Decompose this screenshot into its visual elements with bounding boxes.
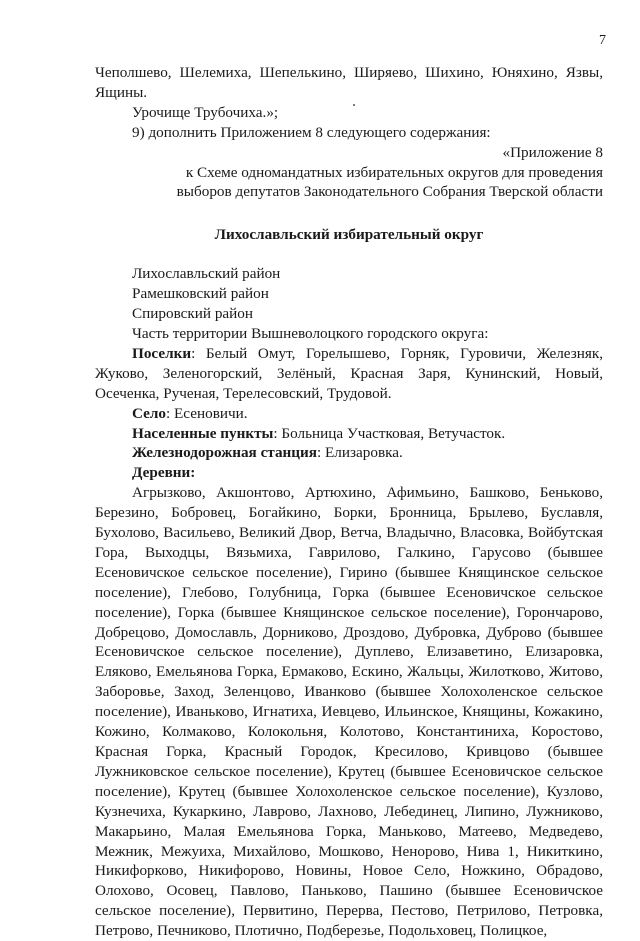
page-number: 7 <box>599 33 606 48</box>
railway-station-text: : Елизаровка. <box>317 444 403 462</box>
village-text: : Есеновичи. <box>166 404 248 422</box>
hamlets-list: Агрызково, Акшонтово, Артюхино, Афимьино, Башково, Беньково, Березино, Бобровец, Богайкино, Борки, Бронница, Брылево, Буславля, Бухолово, Васильево, Великий Двор, Ветча, Владычно, Власовка, Войбутская Гора, Выходцы, Вязьмиха, Гаврилово, Галкино, Гарусово (бывшее Есеновичское сельское поселение), Гирино (бывшее Княщинское сельское поселение), Глебово, Голубница, Горка (бывшее Есеновичское сельское поселение), Горка (бывшее Княщинское сельское поселение), Горончарово, Добрецово, Домославль, Дорниково, Дроздово, Дубровка, Дуброво (бывшее Есеновичское сельское поселение), Дуплево, Елизаветино, Елизаровка, Еляково, Емельянова Горка, Ермаково, Ескино, Жальцы, Жилотково, Житово, Заборовье, Заход, Зеленцово, Иванково (бывшее Холохоленское сельское поселение), Иваньково, Игнатиха, Иевцево, Ильинское, Княщины, Кожакино, Кожино, Колмаково, Колокольня, Колотово, Константиниха, Коростово, Красная Горка, Красный Городок, Кресилово, Кривцово (бывшее Лужниковское сельское поселение), Крутец (бывшее Есеновичское сельское поселение), Крутец (бывшее Холохоленское сельское поселение), Кузлово, Кузнечиха, Кукаркино, Лаврово, Лахново, Лебединец, Липино, Лужниково, Макарьино, Малая Емельянова Горка, Маньково, Матеево, Медведево, Межник, Межуиха, Михайлово, Мошково, Ненорово, Нива 1, Никиткино, Никифорково, Никифорово, Новины, Новое Село, Ножкино, Обрадово, Олохово, Осовец, Павлово, Паньково, Пашино (бывшее Есеновичское сельское поселение), Первитино, Перерва, Пестово, Петрилово, Петровка, Петрово, Печниково, Плотично, Подберезье, Подольховец, Полицкое, <box>95 484 603 940</box>
appendix-subtitle-line2: выборов депутатов Законодательного Собрания Тверской области <box>176 183 603 201</box>
district-item-2: Рамешковский район <box>132 285 269 303</box>
railway-station-paragraph <box>95 443 603 463</box>
localities-label: Населенные пункты <box>132 424 274 442</box>
localities-paragraph <box>95 424 603 444</box>
district-item-1: Лихославльский район <box>132 265 281 283</box>
document-body <box>95 63 603 941</box>
intro-continuation: Чеполшево, Шелемиха, Шепелькино, Ширяево, Шихино, Юняхино, Язвы, Ящины. <box>95 64 603 101</box>
district-heading: Лихославльский избирательный округ <box>214 226 484 244</box>
village-paragraph <box>95 404 603 424</box>
appendix-subtitle-line1: к Схеме одномандатных избирательных округов для проведения <box>185 163 603 181</box>
district-item-3: Спировский район <box>132 305 254 323</box>
settlements-label: Поселки <box>132 344 192 362</box>
settlements-text: : Белый Омут, Горелышево, Горняк, Гуровичи, Железняк, Жуково, Зеленогорский, Зелёный, Красная Заря, Кунинский, Новый, Осеченка, Рученая, Терелесовский, Трудовой. <box>95 344 603 402</box>
hamlets-colon: : <box>190 464 196 482</box>
hamlets-heading <box>95 463 603 483</box>
settlements-paragraph <box>95 344 603 404</box>
tract-line: Урочище Трубочиха.»; <box>132 103 279 121</box>
district-item-4: Часть территории Вышневолоцкого городского округа: <box>132 324 489 342</box>
railway-station-label: Железнодорожная станция <box>132 444 318 462</box>
village-label: Село <box>132 404 167 422</box>
hamlets-label: Деревни <box>132 464 191 482</box>
amendment-line: 9) дополнить Приложением 8 следующего содержания: <box>132 123 491 141</box>
appendix-title: «Приложение 8 <box>502 143 603 161</box>
localities-text: : Больница Участковая, Ветучасток. <box>273 424 506 442</box>
